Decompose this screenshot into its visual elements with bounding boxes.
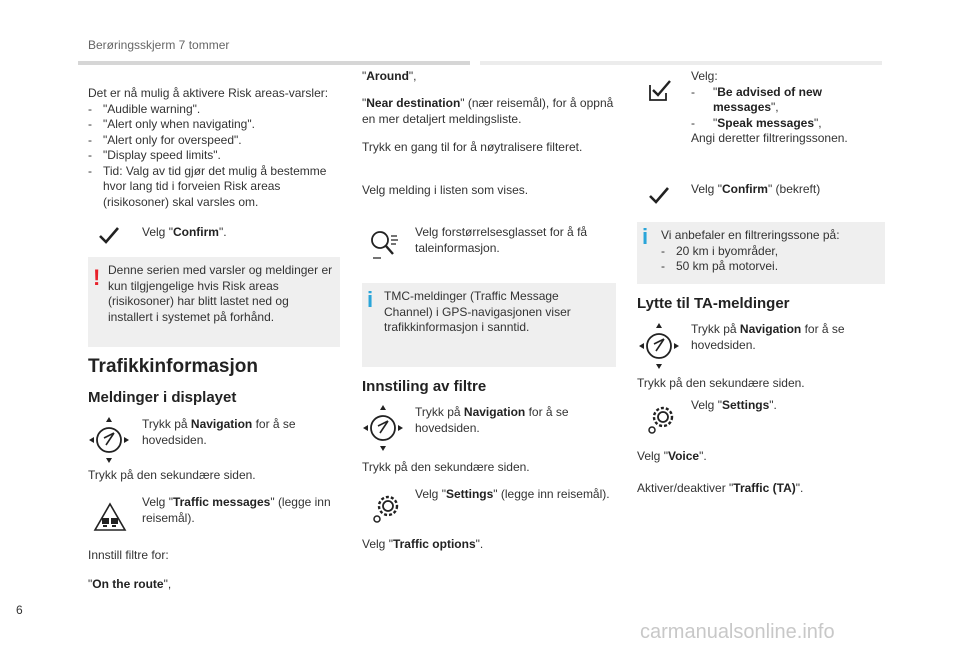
info-box-zone — [637, 222, 885, 284]
step-confirm: Velg "Confirm" (bekreft) — [691, 182, 821, 196]
section-title: Trafikkinformasjon — [88, 356, 258, 377]
checkbox-check-icon — [647, 79, 673, 103]
navigation-compass-icon — [638, 322, 680, 370]
magnifier-text: Velg forstørrelsesglasset for å få taleinformasjon. — [415, 225, 588, 255]
gear-icon — [645, 405, 675, 437]
info-intro: Vi anbefaler en filtreringssone på: — [661, 228, 840, 242]
traffic-warning-icon — [93, 502, 127, 532]
section-title-ta: Lytte til TA-meldinger — [637, 295, 790, 312]
section-title-filters: Innstiling av filtre — [362, 378, 487, 395]
list-item: - "Speak messages", — [691, 116, 881, 132]
watermark: carmanualsonline.info — [640, 621, 835, 643]
step-traffic-messages: Velg "Traffic messages" (legge inn reisemål). — [142, 495, 331, 525]
warning-icon: ! — [93, 265, 101, 290]
warning-text: Denne serien med varsler og meldinger er kun tilgjengelige hvis Risk areas (risikosoner) har blitt lastet ned og installert i systemet på forhånd. — [108, 263, 333, 324]
info-tmc-text: TMC-meldinger (Traffic Message Channel) i GPS-navigasjonen viser trafikkinformasjon i sanntid. — [384, 289, 571, 334]
info-box-tmc — [362, 283, 616, 367]
header-title: Berøringsskjerm 7 tommer — [88, 38, 230, 52]
neutralize-text: Trykk en gang til for å nøytralisere filteret. — [362, 140, 583, 154]
step-settings: Velg "Settings" (legge inn reisemål). — [415, 487, 610, 501]
step-confirm: Velg "Confirm". — [142, 225, 227, 239]
intro-text: Det er nå mulig å aktivere Risk areas-varsler: — [88, 86, 329, 100]
filter-near-destination: "Near destination" (nær reisemål), for å oppnå en mer detaljert meldingsliste. — [362, 96, 614, 126]
step-traffic-options: Velg "Traffic options". — [362, 537, 484, 551]
list-item: - "Be advised of new messages", — [691, 85, 881, 116]
secondary-page-text: Trykk på den sekundære siden. — [88, 468, 256, 482]
risk-areas-list — [88, 102, 338, 211]
list-item: - 20 km i byområder, — [661, 244, 881, 260]
step-navigation: Trykk på Navigation for å se hovedsiden. — [142, 417, 296, 447]
filter-around: "Around", — [362, 69, 417, 83]
list-item: - "Display speed limits". — [88, 148, 338, 164]
secondary-page-text: Trykk på den sekundære siden. — [362, 460, 530, 474]
step-navigation: Trykk på Navigation for å se hovedsiden. — [415, 405, 569, 435]
warning-box — [88, 257, 340, 347]
zone-text: Angi deretter filtreringssonen. — [691, 131, 848, 145]
risk-areas-intro — [88, 86, 338, 210]
header-divider-light — [480, 61, 882, 65]
step-settings: Velg "Settings". — [691, 398, 777, 412]
list-item: - "Alert only for overspeed". — [88, 133, 338, 149]
list-item: - Tid: Valg av tid gjør det mulig å bestemme hvor lang tid i forveien Risk areas (risikosoner) skal varsles om. — [88, 164, 338, 211]
navigation-compass-icon — [88, 416, 130, 464]
list-item: - "Alert only when navigating". — [88, 117, 338, 133]
filter-on-route: "On the route", — [88, 577, 172, 591]
zone-list — [661, 244, 881, 275]
secondary-page-text: Trykk på den sekundære siden. — [637, 376, 805, 390]
info-icon: i — [367, 287, 374, 312]
options-list — [691, 85, 881, 132]
checkmark-icon — [98, 226, 120, 244]
subsection-title: Meldinger i displayet — [88, 389, 237, 406]
header-divider — [78, 61, 470, 65]
select-message-text: Velg melding i listen som vises. — [362, 183, 529, 197]
step-navigation: Trykk på Navigation for å se hovedsiden. — [691, 322, 845, 352]
page-number: 6 — [16, 603, 23, 617]
filters-text: Innstill filtre for: — [88, 548, 169, 562]
list-item: - 50 km på motorvei. — [661, 259, 881, 275]
gear-icon — [370, 494, 400, 526]
list-item: - "Audible warning". — [88, 102, 338, 118]
select-title: Velg: — [691, 69, 718, 83]
checkmark-icon — [648, 186, 670, 204]
navigation-compass-icon — [362, 404, 404, 452]
info-icon: i — [642, 224, 649, 249]
magnifier-speaker-icon — [367, 228, 401, 262]
info-zone-text — [661, 228, 881, 275]
step-toggle-ta: Aktiver/deaktiver "Traffic (TA)". — [637, 481, 804, 495]
step-voice: Velg "Voice". — [637, 449, 707, 463]
select-options — [691, 69, 881, 147]
